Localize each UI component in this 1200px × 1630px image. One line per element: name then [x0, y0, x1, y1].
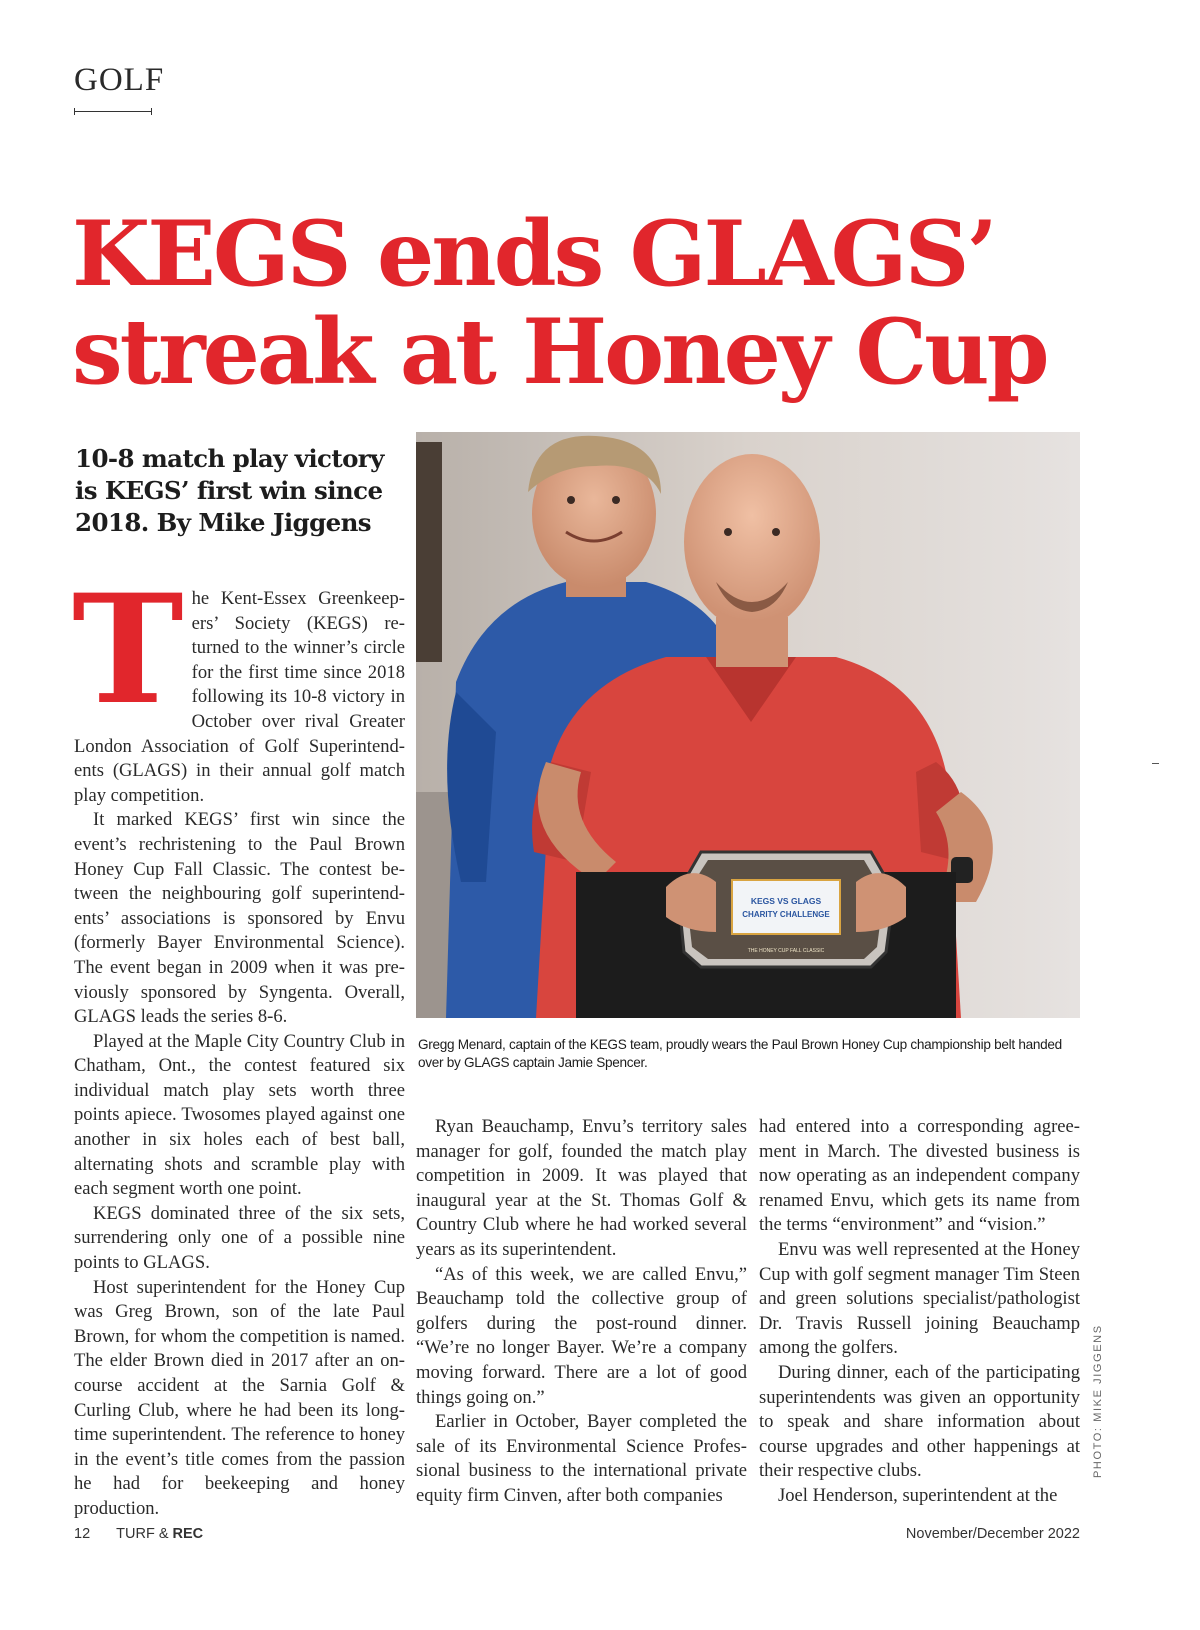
photo-caption: Gregg Menard, captain of the KEGS team, proudly wears the Paul Brown Honey Cup championship belt handed over by GLAGS captain Jamie Spencer.	[418, 1037, 1062, 1070]
page-number: 12	[74, 1526, 91, 1542]
belt-text-1: KEGS VS GLAGS	[750, 896, 822, 906]
belt-text-2: CHARITY CHALLENGE	[742, 910, 830, 919]
paragraph: “As of this week, we are called Envu,” Beauchamp told the collective group of golfers during the post-round dinner. “We’re no longer Bayer. We’re a company moving forward. There are a lot of good things going on.”	[416, 1263, 747, 1408]
issue-date: November/December 2022	[905, 1526, 1080, 1542]
paragraph: Ryan Beauchamp, Envu’s territory sales manager for golf, founded the match play competition in 2009. It was played that inaugural year at the St. Thomas Golf & Country Club where he had worked several years as its superintendent.	[416, 1116, 747, 1260]
brand-turf: TURF &	[116, 1526, 173, 1542]
section-label: GOLF	[74, 62, 165, 98]
paragraph: KEGS dominated three of the six sets, surrendering only one of a possible nine points to GLAGS.	[74, 1202, 405, 1274]
article-column-1	[72, 562, 405, 1522]
paragraph: It marked KEGS’ first win since the event’s rechristening to the Paul Brown Honey Cup Fall Classic. The contest between the neighbouring golf superintendents’ associations is sponsored by Envu (formerly Bayer Environmental Science). The event began in 2009 when it was previously sponsored by Syngenta. Overall, GLAGS leads the series 8-6.	[74, 809, 405, 1028]
drop-cap: T	[72, 562, 184, 738]
section-rule	[74, 111, 152, 112]
paragraph: Envu was well represented at the Honey Cup with golf segment manager Tim Steen and green solutions specialist/pathologist Dr. Travis Russell joining Beauchamp among the golfers.	[759, 1238, 1080, 1359]
paragraph: Host superintendent for the Honey Cup was Greg Brown, son of the late Paul Brown, for whom the competition is named. The elder Brown died in 2017 after an on-course accident at the Sarnia Golf & Curling Club, where he had been its longtime superintendent. The reference to honey in the event’s title comes from the passion he had for beekeeping and honey production.	[74, 1276, 405, 1519]
headline-line-1: KEGS ends GLAGS’	[72, 201, 995, 307]
paragraph: During dinner, each of the participating superintendents was given an opportunity to speak and share information about course upgrades and other happenings at their respective clubs.	[759, 1361, 1080, 1482]
paragraph-text: he Kent-Essex Greenkeepers’ Society (KEGS) returned to the winner’s circle for the first time since 2018 following its 10-8 victory in October over rival Greater London Association of Golf Superintendents (GLAGS) in their annual golf match play competition.	[74, 588, 405, 806]
paragraph: Played at the Maple City Country Club in Chatham, Ont., the contest featured six individual match play sets worth three points apiece. Twosomes played against one another in six holes each of best ball, alternating shots and scramble play with each segment worth one point.	[74, 1030, 405, 1200]
paragraph: had entered into a corresponding agreement in March. The divested business is now operating as an independent company renamed Envu, which gets its name from the terms “environment” and “vision.”	[759, 1116, 1080, 1236]
photo-credit: PHOTO: MIKE JIGGENS	[1092, 1324, 1104, 1478]
belt-text-bottom: THE HONEY CUP FALL CLASSIC	[747, 948, 825, 954]
headline-line-2: streak at Honey Cup	[72, 299, 1047, 405]
deck-text: 10-8 match play victory is KEGS’ first win since 2018.	[75, 444, 384, 537]
article-photo	[416, 432, 1080, 1018]
paragraph: Earlier in October, Bayer completed the sale of its Environmental Science Professional business to the international private equity firm Cinven, after both companies	[416, 1411, 747, 1506]
margin-tick	[1152, 763, 1159, 764]
brand-rec: REC	[172, 1526, 204, 1542]
picture-frame	[416, 442, 442, 662]
article-column-3	[759, 1115, 1080, 1509]
article-column-2	[416, 1115, 747, 1509]
paragraph: Joel Henderson, superintendent at the	[778, 1484, 1058, 1506]
byline: By Mike Jiggens	[156, 508, 372, 537]
footer-folio	[74, 1526, 203, 1542]
photo-illustration	[416, 432, 1080, 1018]
deck	[75, 443, 405, 539]
headline	[72, 201, 1172, 405]
paragraph	[72, 562, 405, 808]
